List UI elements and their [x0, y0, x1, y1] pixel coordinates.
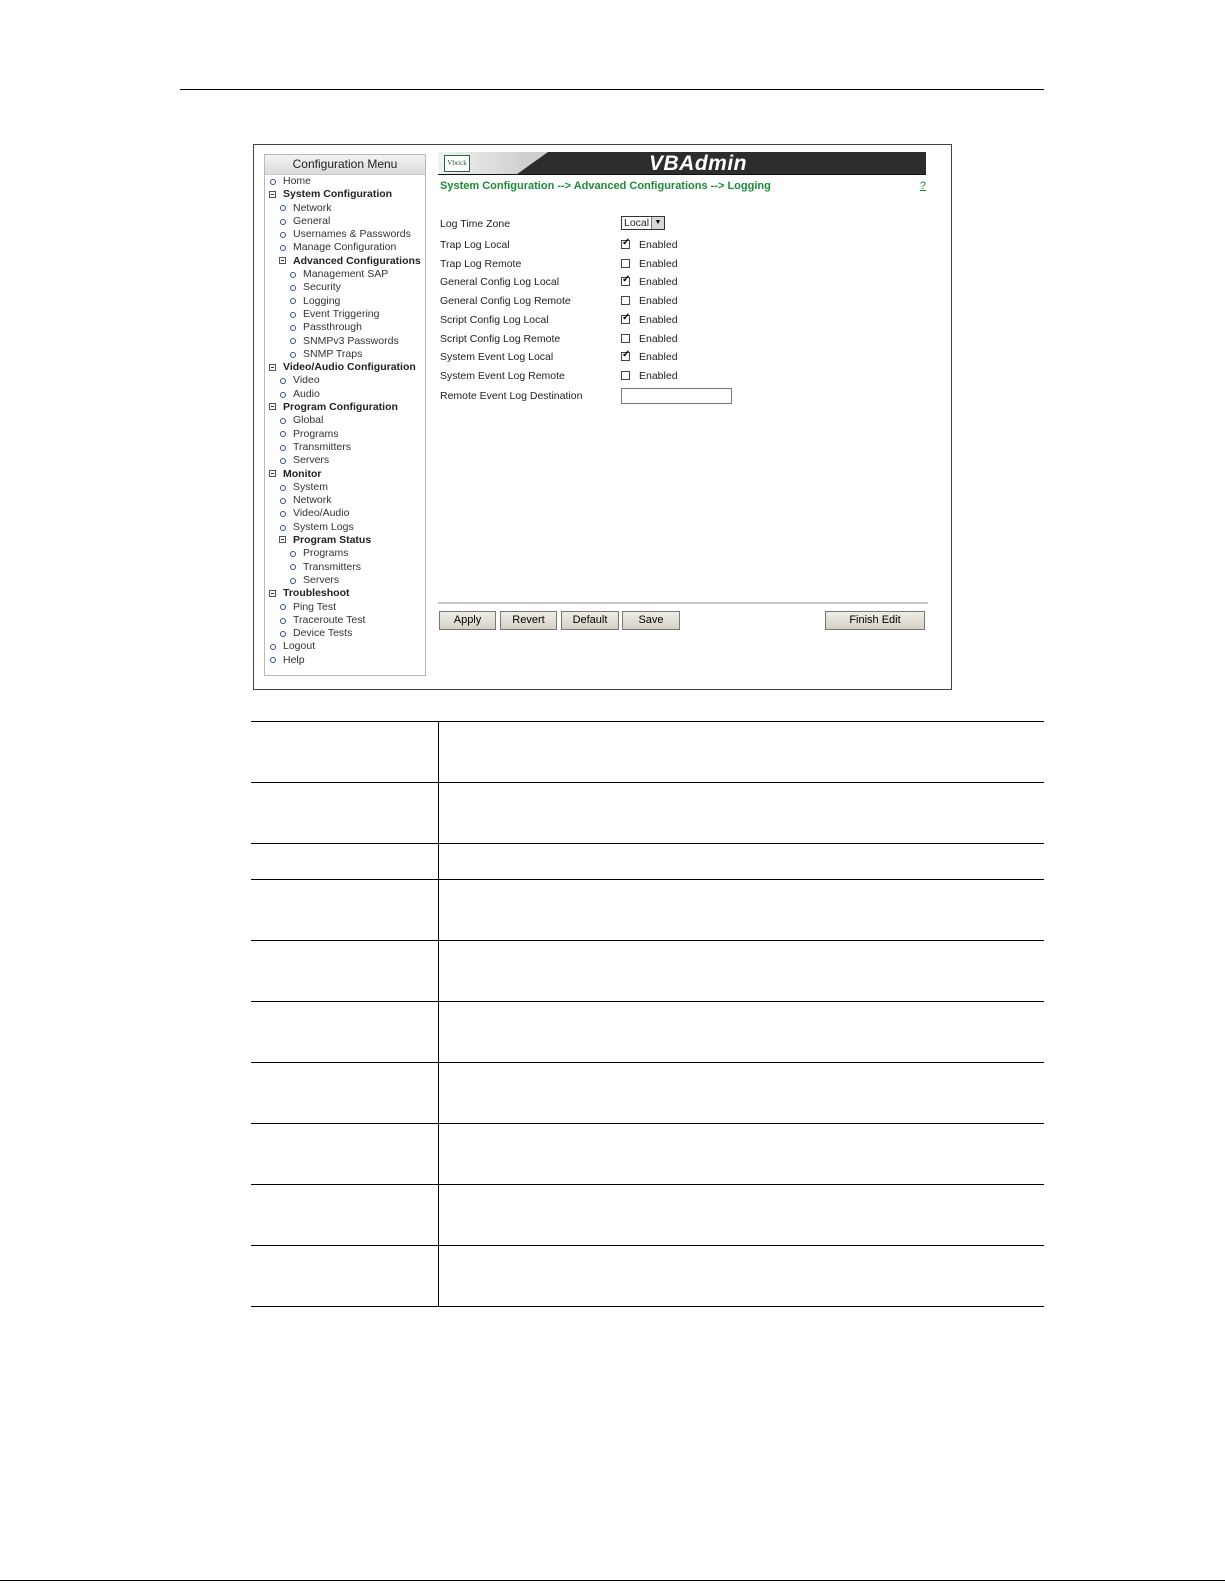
- menu-item-network[interactable]: Network: [265, 202, 425, 215]
- banner-title: VBAdmin: [649, 152, 747, 175]
- table-row: [251, 1063, 1044, 1124]
- bullet-icon: [290, 352, 296, 358]
- enabled-label: Enabled: [639, 369, 678, 382]
- menu-item-video-audio-configuration[interactable]: Video/Audio Configuration: [265, 361, 425, 374]
- table-row: [251, 844, 1044, 880]
- enabled-label: Enabled: [639, 313, 678, 326]
- menu-item-help[interactable]: Help: [265, 654, 425, 667]
- enabled-checkbox[interactable]: [621, 296, 630, 305]
- button-divider: [438, 602, 928, 604]
- description-table: [251, 721, 1044, 1307]
- table-row: [251, 880, 1044, 941]
- menu-item-system-configuration[interactable]: System Configuration: [265, 188, 425, 201]
- table-row: [251, 1002, 1044, 1063]
- menu-item-snmp-traps[interactable]: SNMP Traps: [265, 348, 425, 361]
- menu-item-video-audio[interactable]: Video/Audio: [265, 507, 425, 520]
- bullet-icon: [280, 431, 286, 437]
- collapse-icon: [269, 364, 276, 371]
- table-cell: [439, 783, 1045, 844]
- screenshot-frame: [253, 144, 952, 690]
- enabled-checkbox[interactable]: [621, 259, 630, 268]
- remote-destination-input[interactable]: [621, 388, 732, 404]
- enabled-label: Enabled: [639, 239, 678, 251]
- log-option-label: System Event Log Local: [440, 351, 554, 364]
- main-panel: [438, 152, 928, 677]
- collapse-icon: [269, 590, 276, 597]
- breadcrumb: System Configuration --> Advanced Configurations --> Logging: [440, 180, 771, 192]
- menu-item-program-status[interactable]: Program Status: [265, 534, 425, 547]
- bullet-icon: [290, 285, 296, 291]
- bullet-icon: [270, 644, 276, 650]
- menu-item-snmpv3-passwords[interactable]: SNMPv3 Passwords: [265, 335, 425, 348]
- table-cell: [439, 1002, 1045, 1063]
- bullet-icon: [280, 205, 286, 211]
- table-cell: [439, 722, 1045, 783]
- enabled-label: Enabled: [639, 332, 678, 345]
- collapse-icon: [269, 470, 276, 477]
- apply-button[interactable]: Apply: [439, 611, 496, 630]
- page-footer-rule: [0, 1580, 1225, 1581]
- page-header-rule: [180, 89, 1044, 90]
- menu-item-passthrough[interactable]: Passthrough: [265, 321, 425, 334]
- menu-item-troubleshoot[interactable]: Troubleshoot: [265, 587, 425, 600]
- bullet-icon: [280, 511, 286, 517]
- menu-item-manage-configuration[interactable]: Manage Configuration: [265, 241, 425, 254]
- bullet-icon: [290, 578, 296, 584]
- menu-item-audio[interactable]: Audio: [265, 388, 425, 401]
- menu-item-device-tests[interactable]: Device Tests: [265, 627, 425, 640]
- bullet-icon: [290, 551, 296, 557]
- menu-item-servers[interactable]: Servers: [265, 574, 425, 587]
- menu-item-logging[interactable]: Logging: [265, 295, 425, 308]
- log-option-label: System Event Log Remote: [440, 369, 565, 382]
- collapse-icon: [279, 257, 286, 264]
- collapse-icon: [269, 403, 276, 410]
- menu-item-logout[interactable]: Logout: [265, 640, 425, 653]
- bullet-icon: [290, 325, 296, 331]
- bullet-icon: [290, 564, 296, 570]
- menu-item-usernames-passwords[interactable]: Usernames & Passwords: [265, 228, 425, 241]
- bullet-icon: [290, 312, 296, 318]
- table-cell: [251, 1002, 439, 1063]
- bullet-icon: [280, 219, 286, 225]
- collapse-icon: [269, 191, 276, 198]
- menu-item-management-sap[interactable]: Management SAP: [265, 268, 425, 281]
- menu-item-system-logs[interactable]: System Logs: [265, 521, 425, 534]
- menu-item-general[interactable]: General: [265, 215, 425, 228]
- dropdown-arrow-icon: ▼: [651, 217, 664, 229]
- table-cell: [251, 880, 439, 941]
- enabled-checkbox[interactable]: [621, 352, 630, 361]
- configuration-menu: [264, 154, 426, 676]
- menu-item-transmitters[interactable]: Transmitters: [265, 561, 425, 574]
- menu-item-monitor[interactable]: Monitor: [265, 468, 425, 481]
- bullet-icon: [280, 498, 286, 504]
- help-link[interactable]: ?: [919, 180, 926, 192]
- enabled-checkbox[interactable]: [621, 277, 630, 286]
- bullet-icon: [280, 245, 286, 251]
- table-cell: [439, 1185, 1045, 1246]
- enabled-label: Enabled: [639, 257, 678, 270]
- menu-item-program-configuration[interactable]: Program Configuration: [265, 401, 425, 414]
- log-option-label: Script Config Log Remote: [440, 332, 561, 345]
- table-row: [251, 1124, 1044, 1185]
- default-button[interactable]: Default: [561, 611, 619, 630]
- table-row: [251, 722, 1044, 783]
- table-cell: [439, 880, 1045, 941]
- bullet-icon: [280, 378, 286, 384]
- log-time-zone-label: Log Time Zone: [440, 218, 511, 230]
- log-option-label: Trap Log Local: [440, 239, 510, 251]
- revert-button[interactable]: Revert: [500, 611, 557, 630]
- log-time-zone-select[interactable]: Local ▼: [621, 216, 665, 230]
- menu-item-system[interactable]: System: [265, 481, 425, 494]
- table-row: [251, 783, 1044, 844]
- table-cell: [251, 844, 439, 880]
- menu-item-global[interactable]: Global: [265, 414, 425, 427]
- table-cell: [439, 941, 1045, 1002]
- remote-destination-label: Remote Event Log Destination: [440, 390, 583, 402]
- bullet-icon: [280, 445, 286, 451]
- bullet-icon: [280, 458, 286, 464]
- bullet-icon: [290, 298, 296, 304]
- menu-item-programs[interactable]: Programs: [265, 547, 425, 560]
- table-cell: [251, 1185, 439, 1246]
- menu-item-traceroute-test[interactable]: Traceroute Test: [265, 614, 425, 627]
- log-option-label: General Config Log Remote: [440, 295, 571, 308]
- table-cell: [251, 941, 439, 1002]
- enabled-checkbox[interactable]: [621, 240, 630, 249]
- menu-item-video[interactable]: Video: [265, 374, 425, 387]
- table-cell: [439, 1246, 1045, 1307]
- menu-item-event-triggering[interactable]: Event Triggering: [265, 308, 425, 321]
- menu-item-home[interactable]: Home: [265, 175, 425, 188]
- log-option-label: Trap Log Remote: [440, 257, 522, 270]
- table-cell: [251, 1063, 439, 1124]
- bullet-icon: [280, 485, 286, 491]
- table-cell: [251, 1246, 439, 1307]
- vbrick-logo: Vbrick: [444, 155, 470, 172]
- finish-edit-button[interactable]: Finish Edit: [825, 611, 925, 630]
- menu-item-ping-test[interactable]: Ping Test: [265, 601, 425, 614]
- log-option-label: Script Config Log Local: [440, 313, 549, 326]
- enabled-label: Enabled: [639, 351, 678, 364]
- save-button[interactable]: Save: [622, 611, 680, 630]
- enabled-checkbox[interactable]: [621, 315, 630, 324]
- bullet-icon: [280, 525, 286, 531]
- menu-list: [265, 175, 425, 667]
- menu-item-security[interactable]: Security: [265, 281, 425, 294]
- bullet-icon: [290, 272, 296, 278]
- menu-item-programs[interactable]: Programs: [265, 428, 425, 441]
- log-option-label: General Config Log Local: [440, 276, 560, 289]
- bullet-icon: [280, 232, 286, 238]
- enabled-label: Enabled: [639, 276, 678, 289]
- enabled-checkbox[interactable]: [621, 371, 630, 380]
- bullet-icon: [280, 604, 286, 610]
- bullet-icon: [280, 631, 286, 637]
- menu-item-advanced-configurations[interactable]: Advanced Configurations: [265, 255, 425, 268]
- menu-title: Configuration Menu: [265, 155, 425, 175]
- table-cell: [251, 783, 439, 844]
- bullet-icon: [280, 618, 286, 624]
- table-row: [251, 1185, 1044, 1246]
- table-row: [251, 1246, 1044, 1307]
- bullet-icon: [290, 338, 296, 344]
- table-cell: [251, 722, 439, 783]
- menu-item-transmitters[interactable]: Transmitters: [265, 441, 425, 454]
- collapse-icon: [279, 536, 286, 543]
- menu-item-servers[interactable]: Servers: [265, 454, 425, 467]
- table-cell: [439, 844, 1045, 880]
- table-cell: [251, 1124, 439, 1185]
- bullet-icon: [270, 179, 276, 185]
- enabled-label: Enabled: [639, 295, 678, 308]
- bullet-icon: [280, 418, 286, 424]
- bullet-icon: [270, 657, 276, 663]
- enabled-checkbox[interactable]: [621, 334, 630, 343]
- vbadmin-banner: [438, 152, 926, 175]
- table-row: [251, 941, 1044, 1002]
- menu-item-network[interactable]: Network: [265, 494, 425, 507]
- bullet-icon: [280, 392, 286, 398]
- table-cell: [439, 1063, 1045, 1124]
- table-cell: [439, 1124, 1045, 1185]
